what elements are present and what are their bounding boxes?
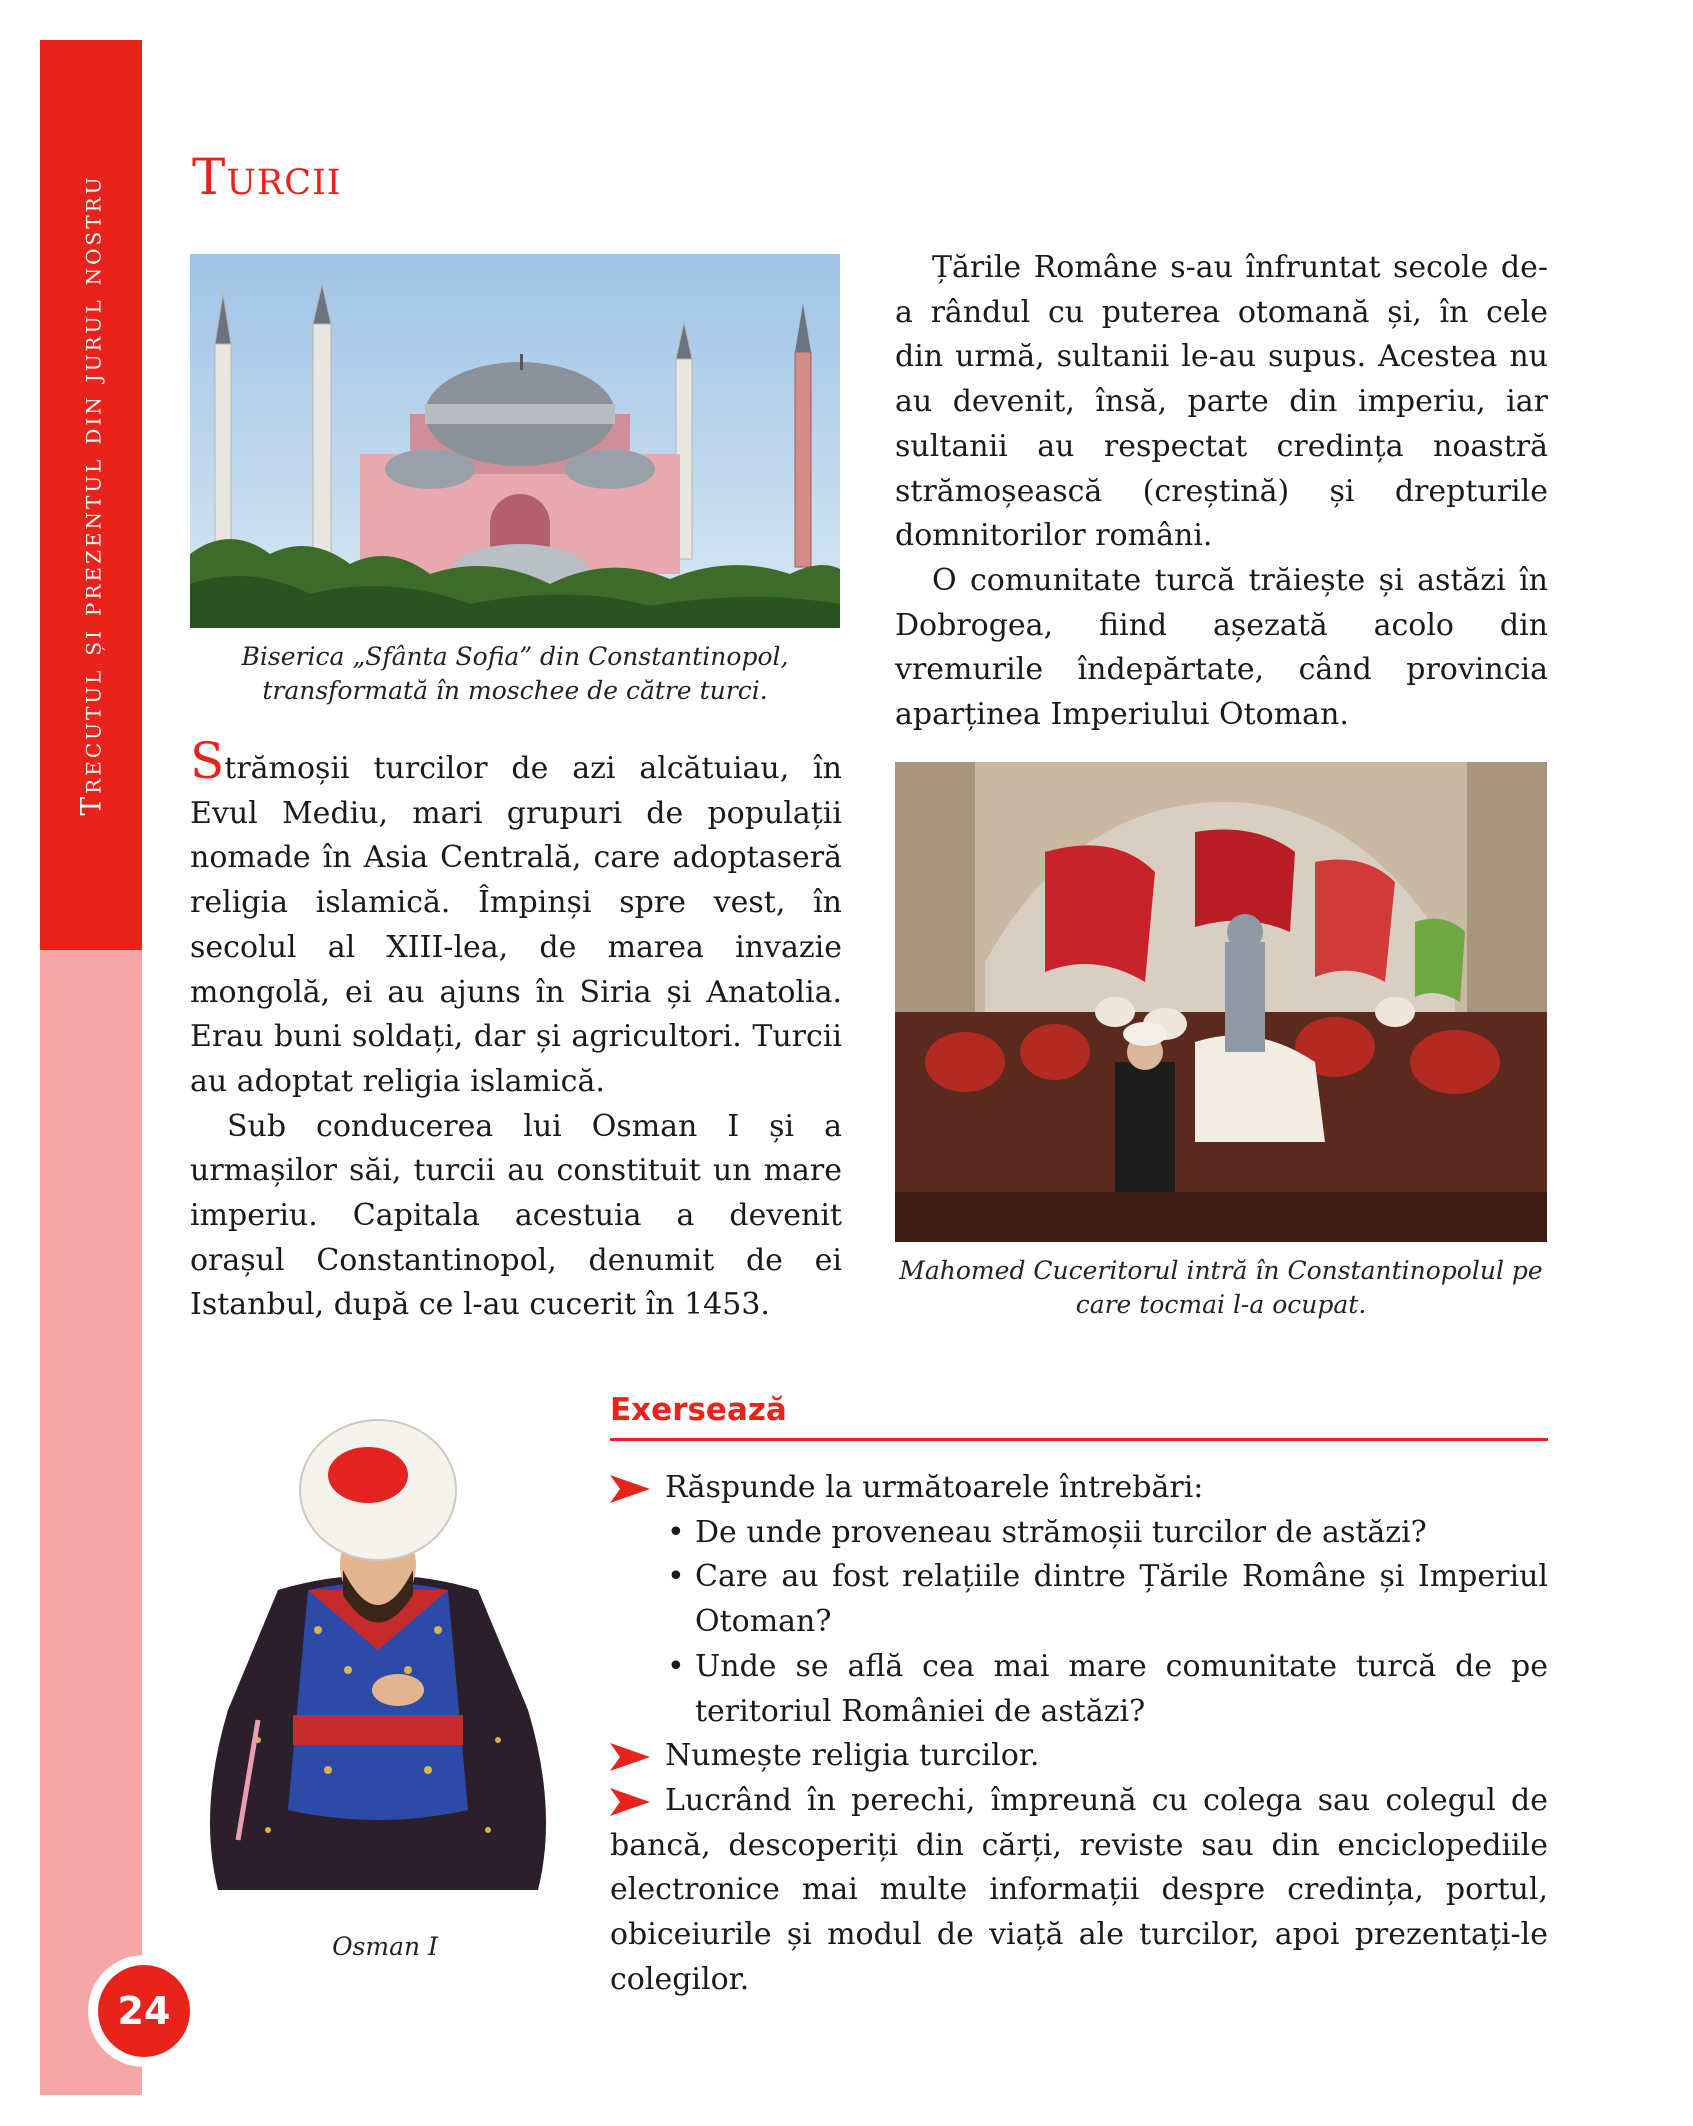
conquest-caption: Mahomed Cuceritorul intră în Constantinopolul pe care tocmai l-a ocupat. xyxy=(899,1256,1543,1319)
paragraph-dobrogea: O comunitate turcă trăiește și astăzi în Dobrogea, fiind așezată acolo din vremurile îndepărtate, când provincia aparținea Imperiului Otoman. xyxy=(895,562,1548,733)
question-list xyxy=(610,1511,1548,1735)
exercise-heading: Exersează xyxy=(610,1392,1548,1441)
sidebar-band-pink xyxy=(40,950,142,2095)
red-arrow-icon xyxy=(610,1475,650,1503)
paragraph-origins: Strămoșii turcilor de azi alcătuiau, în Evul Mediu, mari grupuri de populații nomade în Asia Centrală, care adoptaseră religia islamică. Împinși spre vest, în secolul al XIII-lea, de marea invazie mongolă, ei au ajuns în Siria și Anatolia. Erau buni soldați, dar și agricultori. Turcii au adoptat religia islamică. xyxy=(190,732,842,1099)
hagia-sophia-caption: Biserica „Sfânta Sofia” din Constantinopol, transformată în moschee de către turci. xyxy=(241,642,789,705)
exercise-task-pairs: Lucrând în perechi, împreună cu colega sau colegul de bancă, descoperiți din cărți, reviste sau din enciclopediile electronice mai multe informații despre credința, portul, obiceiurile și modul de viață ale turcilor, apoi prezentați-le colegilor. xyxy=(610,1782,1548,1997)
page-title: Turcii xyxy=(192,148,342,206)
exercise-task-religion: Numește religia turcilor. xyxy=(610,1734,1548,1779)
hagia-sophia-image xyxy=(190,254,840,628)
question-item: • De unde proveneau strămoșii turcilor de astăzi? xyxy=(665,1511,1548,1556)
exercise-task-questions: Răspunde la următoarele întrebări: xyxy=(610,1466,1548,1511)
left-column-text xyxy=(190,732,842,1328)
question-item: • Care au fost relațiile dintre Țările Române și Imperiul Otoman? xyxy=(665,1555,1548,1644)
question-item: • Unde se află cea mai mare comunitate turcă de pe teritoriul României de astăzi? xyxy=(665,1645,1548,1734)
exercise-content xyxy=(610,1466,1548,2002)
paragraph-empire: Sub conducerea lui Osman I și a urmașilor săi, turcii au constituit un mare imperiu. Capitala acestuia a devenit orașul Constantinopol, denumit de ei Istanbul, după ce l-au cucerit în 1453. xyxy=(190,1108,842,1323)
page-number: 24 xyxy=(98,1965,190,2057)
right-column-text xyxy=(895,246,1548,738)
red-arrow-icon xyxy=(610,1743,650,1771)
osman-caption: Osman I xyxy=(332,1932,438,1961)
paragraph-romanian-lands: Țările Române s-au înfruntat secole de-a rândul cu puterea otomană și, în cele din urmă, sultanii le-au supus. Acestea nu au devenit, însă, parte din imperiu, iar sultanii au respectat credința noastră strămoșească (creștină) și drepturile domnitorilor români. xyxy=(895,250,1548,554)
sidebar-section-title: Trecutul și prezentul din jurul nostru xyxy=(74,174,108,816)
osman-portrait xyxy=(198,1390,558,1910)
conquest-painting xyxy=(895,762,1547,1242)
drop-cap: S xyxy=(190,732,225,790)
red-arrow-icon xyxy=(610,1788,650,1816)
